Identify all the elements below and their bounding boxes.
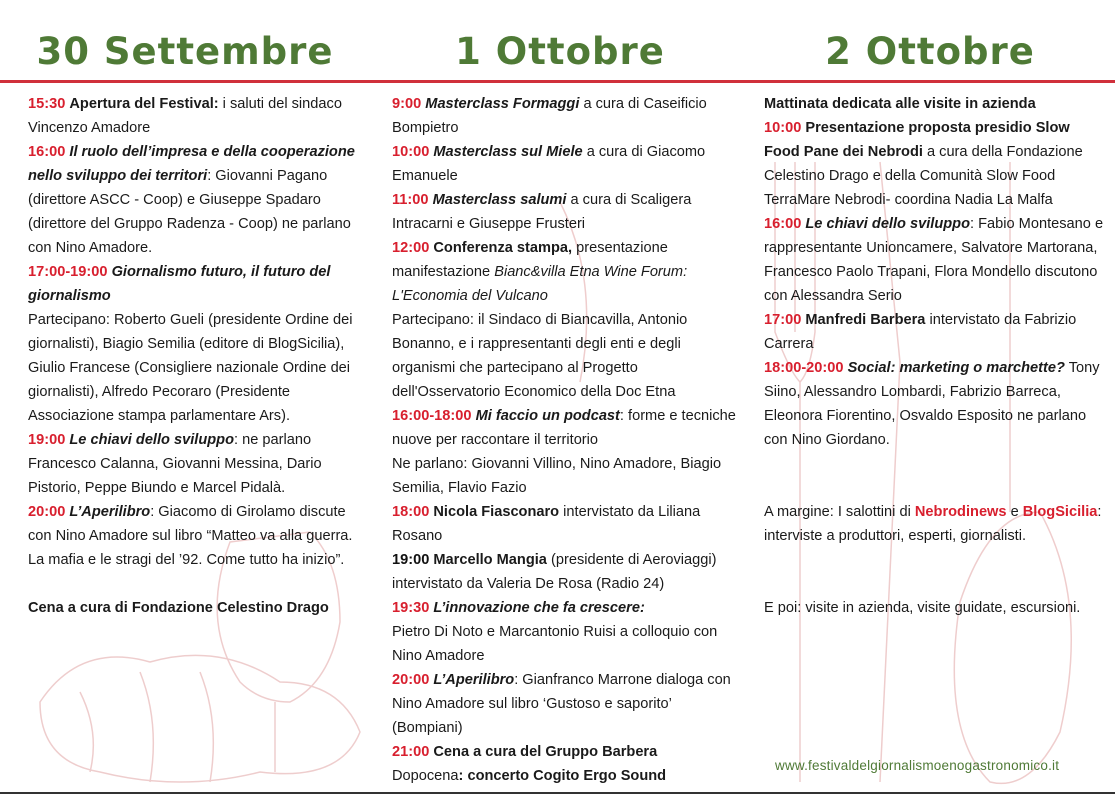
event-20-00: 20:00 L’Aperilibro: Giacomo di Girolamo discute con Nino Amadore sul libro “Matteo va alla guerra. La mafia e le stragi del ’92. Come tutto ha inizio”.	[28, 504, 353, 568]
schedule-1-ottobre	[392, 92, 742, 788]
dinner-note: Cena a cura di Fondazione Celestino Drago	[28, 600, 329, 616]
event-18-00: 18:00 Nicola Fiasconaro intervistato da Liliana Rosano	[392, 504, 701, 544]
event-19-00: 19:00 Le chiavi dello sviluppo: ne parlano Francesco Calanna, Giovanni Messina, Dario Pistorio, Peppe Biundo e Marcel Pidalà.	[28, 432, 322, 496]
after-dinner: Dopocena: concerto Cogito Ergo Sound	[392, 768, 667, 784]
event-10-00: 10:00 Masterclass sul Miele a cura di Giacomo Emanuele	[392, 144, 706, 184]
event-16-00-18-00: 16:00-18:00 Mi faccio un podcast: forme e tecniche nuove per raccontare il territorio Ne parlano: Giovanni Villino, Nino Amadore, Biagio Semilia, Flavio Fazio	[392, 408, 736, 496]
margin-note: A margine: I salottini di Nebrodinews e BlogSicilia: interviste a produttori, esperti, giornalisti.	[764, 504, 1102, 544]
blogsicilia-link[interactable]: BlogSicilia	[1022, 504, 1098, 520]
day-title-2-ottobre: 2 Ottobre	[825, 30, 1035, 73]
event-17-00: 17:00 Manfredi Barbera intervistato da Fabrizio Carrera	[764, 312, 1077, 352]
event-12-00: 12:00 Conferenza stampa, presentazione manifestazione Bianc&villa Etna Wine Forum: L'Economia del Vulcano Partecipano: il Sindaco di Biancavilla, Antonio Bonanno, e i rappresentanti degli enti e degli organismi che partecipano al Progetto dell'Osservatorio Economico della Doc Etna	[392, 240, 688, 400]
header	[0, 0, 1115, 83]
extra-note: E poi: visite in azienda, visite guidate, escursioni.	[764, 600, 1081, 616]
event-10-00: 10:00 Presentazione proposta presidio Slow Food Pane dei Nebrodi a cura della Fondazione Celestino Drago e della Comunità Slow Food TerraMare Nebrodi- coordina Nadia La Malfa	[764, 120, 1083, 208]
nebrodinews-link[interactable]: Nebrodinews	[914, 504, 1007, 520]
event-9-00: 9:00 Masterclass Formaggi a cura di Caseificio Bompietro	[392, 96, 707, 136]
schedule-30-settembre	[28, 92, 358, 620]
event-16-00: 16:00 Le chiavi dello sviluppo: Fabio Montesano e rappresentante Unioncamere, Salvatore Martorana, Francesco Paolo Trapani, Flora Mondello discutono con Alessandra Serio	[764, 216, 1104, 304]
event-15-30: 15:30 Apertura del Festival: i saluti del sindaco Vincenzo Amadore	[28, 96, 342, 136]
schedule-2-ottobre	[764, 92, 1109, 620]
event-19-00: 19:00 Marcello Mangia (presidente di Aeroviaggi) intervistato da Valeria De Rosa (Radio 24)	[392, 552, 717, 592]
bread-icon	[40, 655, 360, 782]
event-16-00: 16:00 Il ruolo dell’impresa e della cooperazione nello sviluppo dei territori: Giovanni Pagano (direttore ASCC - Coop) e Giuseppe Spadaro (direttore del Gruppo Radenza - Coop) ne parlano con Nino Amadore.	[28, 144, 355, 256]
event-17-00-19-00: 17:00-19:00 Giornalismo futuro, il futuro del giornalismo Partecipano: Roberto Gueli (presidente Ordine dei giornalisti), Biagio Semilia (editore di BlogSicilia), Giulio Francese (Consigliere nazionale Ordine dei giornalisti), Alfredo Pecoraro (Presidente Associazione stampa parlamentare Ars).	[28, 264, 353, 424]
event-20-00: 20:00 L’Aperilibro: Gianfranco Marrone dialoga con Nino Amadore sul libro ‘Gustoso e saporito’ (Bompiani)	[392, 672, 731, 736]
day-title-30-settembre: 30 Settembre	[36, 30, 334, 73]
morning-note: Mattinata dedicata alle visite in azienda	[764, 96, 1036, 112]
website-link[interactable]: www.festivaldelgiornalismoenogastronomico.it	[775, 758, 1060, 773]
event-21-00: 21:00 Cena a cura del Gruppo Barbera	[392, 744, 658, 760]
event-19-30: 19:30 L’innovazione che fa crescere: Pietro Di Noto e Marcantonio Ruisi a colloquio con Nino Amadore	[392, 600, 718, 664]
day-title-1-ottobre: 1 Ottobre	[455, 30, 665, 73]
event-11-00: 11:00 Masterclass salumi a cura di Scaligera Intracarni e Giuseppe Frusteri	[392, 192, 692, 232]
event-18-00-20-00: 18:00-20:00 Social: marketing o marchette? Tony Siino, Alessandro Lombardi, Fabrizio Barreca, Eleonora Fiorentino, Osvaldo Esposito ne parlano con Nino Giordano.	[764, 360, 1100, 448]
